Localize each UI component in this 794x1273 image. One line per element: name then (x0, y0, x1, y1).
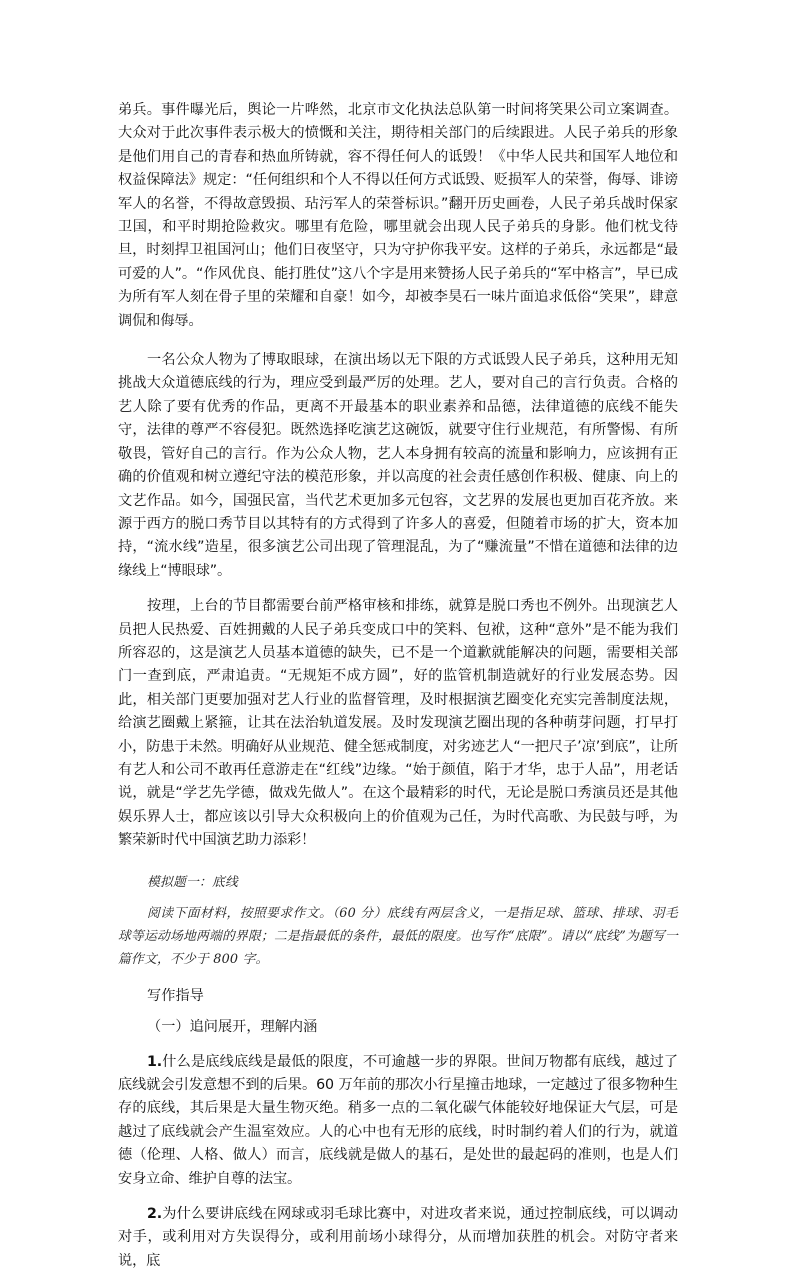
item-number: 1. (147, 1053, 163, 1070)
mock-question-title: 模拟题一：底线 (147, 874, 238, 890)
item-text: 什么是底线底线是最低的限度，不可逾越一步的界限。世间万物都有底线，越过了底线就会引发意想不到的后果。60 万年前的那次小行星撞击地球，一定越过了很多物种生存的底线，其后果是大量生物灭绝。稍多一点的二氧化碳气体能较好地保证大气层，可是越过了底线就会产生温室效应。人的心中也有无形的底线，时时制约着人们的行为，就道德（伦理、人格、做人）而言，底线就是做人的基石，是处世的最起码的准则，也是人们安身立命、维护自尊的法宝。 (118, 1053, 678, 1187)
paragraph-3: 按理，上台的节目都需要台前严格审核和排练，就算是脱口秀也不例外。出现演艺人员把人民热爱、百姓拥戴的人民子弟兵变成口中的笑料、包袱，这种“意外”是不能为我们所容忍的，这是演艺人员基本道德的缺失，已不是一个道歉就能解决的问题，需要相关部门一查到底，严肃追责。“无规矩不成方圆”，好的监管机制造就好的行业发展态势。因此，相关部门更要加强对艺人行业的监督管理，及时根据演艺圈变化充实完善制度法规，给演艺圈戴上紧箍，让其在法治轨道发展。及时发现演艺圈出现的各种萌芽问题，打早打小，防患于未然。明确好从业规范、健全惩戒制度，对劣迹艺人“一把尺子’凉’到底”，让所有艺人和公司不敢再任意游走在“红线”边缘。“始于颜值，陷于才华，忠于人品”，用老话说，就是“学艺先学德，做戏先做人”。在这个最精彩的时代，无论是脱口秀演员还是其他娱乐界人士，都应该以引导大众积极向上的价值观为己任，为时代高歌、为民鼓与呼，为繁荣新时代中国演艺助力添彩！ (118, 598, 678, 849)
mock-question-body: 阅读下面材料，按照要求作文。（60 分）底线有两层含义，一是指足球、篮球、排球、羽毛球等运动场地两端的界限；二是指最低的条件，最低的限度。也写作“底限”。请以“底线”为题写一篇作文，不少于 800 字。 (118, 905, 678, 967)
section-1-heading: （一）追问展开，理解内涵 (147, 1018, 318, 1035)
guide-item-2 (118, 1203, 678, 1273)
writing-guide-heading: 写作指导 (147, 987, 204, 1004)
guide-item-1 (118, 1051, 678, 1191)
item-number: 2. (147, 1206, 163, 1223)
paragraph-2: 一名公众人物为了博取眼球，在演出场以无下限的方式诋毁人民子弟兵，这种用无知挑战大众道德底线的行为，理应受到最严厉的处理。艺人，要对自己的言行负责。合格的艺人除了要有优秀的作品，更离不开最基本的职业素养和品德，法律道德的底线不能失守，法律的尊严不容侵犯。既然选择吃演艺这碗饭，就要守住行业规范，有所警惕、有所敬畏，管好自己的言行。作为公众人物，艺人本身拥有较高的流量和影响力，应该拥有正确的价值观和树立遵纪守法的模范形象，并以高度的社会责任感创作积极、健康、向上的文艺作品。如今，国强民富，当代艺术更加多元包容，文艺界的发展也更加百花齐放。来源于西方的脱口秀节目以其特有的方式得到了许多人的喜爱，但随着市场的扩大，资本加持，“流水线”造星，很多演艺公司出现了管理混乱，为了“赚流量”不惜在道德和法律的边缘线上“博眼球”。 (118, 352, 678, 579)
paragraph-1: 弟兵。事件曝光后，舆论一片哗然，北京市文化执法总队第一时间将笑果公司立案调查。大众对于此次事件表示极大的愤慨和关注，期待相关部门的后续跟进。人民子弟兵的形象是他们用自己的青春和热血所铸就，容不得任何人的诋毁！《中华人民共和国军人地位和权益保障法》规定：“任何组织和个人不得以任何方式诋毁、贬损军人的荣誉，侮辱、诽谤军人的名誉，不得故意毁损、玷污军人的荣誉标识。”翻开历史画卷，人民子弟兵战时保家卫国，和平时期抢险救灾。哪里有危险，哪里就会出现人民子弟兵的身影。他们枕戈待旦，时刻捍卫祖国河山；他们日夜坚守，只为守护你我平安。这样的子弟兵，永远都是“最可爱的人”。“作风优良、能打胜仗”这八个字是用来赞扬人民子弟兵的“军中格言”，早已成为所有军人刻在骨子里的荣耀和自豪！如今，却被李昊石一味片面追求低俗“笑果”，肆意调侃和侮辱。 (118, 102, 678, 329)
item-text: 为什么要讲底线在网球或羽毛球比赛中，对进攻者来说，通过控制底线，可以调动对手，或利用对方失误得分，或利用前场小球得分，从而增加获胜的机会。对防守者来说，底 (118, 1206, 678, 1269)
